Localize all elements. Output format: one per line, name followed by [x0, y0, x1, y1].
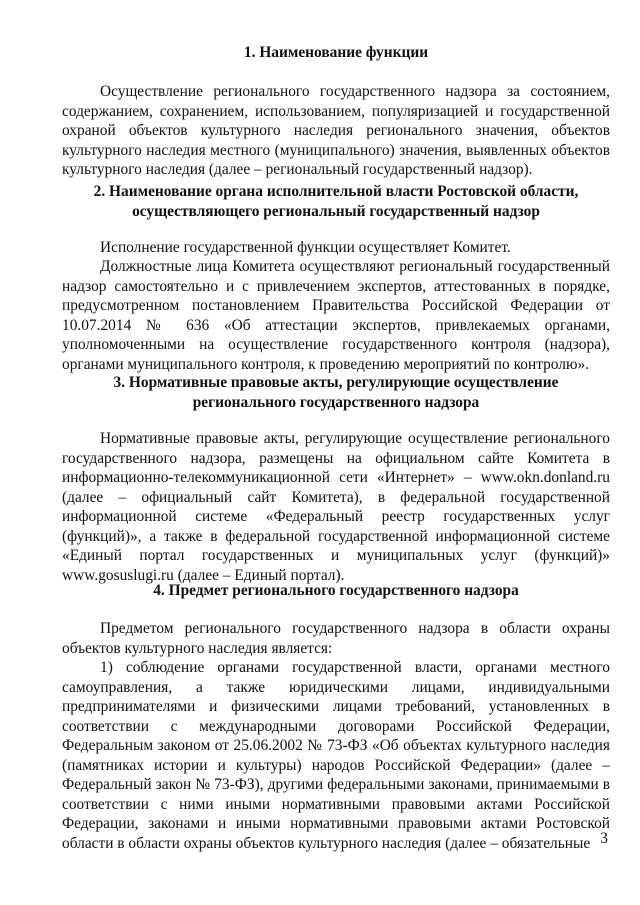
section-3-paragraph-1: Нормативные правовые акты, регулирующие осуществление регионального государственного надзора, размещены на официальном сайте Комитета в информационно-телекоммуникационной сети «Интернет» – www.okn.donland.ru (далее – официальный сайт Комитета), в федеральной государственной информационной системе «Федеральный реестр государственных услуг (функций)», а также в федеральной государственной информационной системе «Единый портал государственных и муниципальных услуг (функций)» www.gosuslugi.ru (далее – Единый портал).	[62, 430, 610, 584]
section-2-paragraph-2: Должностные лица Комитета осуществляют региональный государственный надзор самостоятельно и с привлечением экспертов, аттестованных в порядке, предусмотренном постановлением Правительства Российской Федерации от 10.07.2014 № 636 «Об аттестации экспертов, привлекаемых органами, уполномоченными на осуществление государственного контроля (надзора), органами муниципального контроля, к проведению мероприятий по контролю».	[62, 258, 610, 373]
section-1-heading: 1. Наименование функции	[243, 44, 429, 61]
section-2-paragraph-1: Исполнение государственной функции осуществляет Комитет.	[100, 239, 511, 256]
section-2-heading: 2. Наименование органа исполнительной власти Ростовской области, осуществляющего региональный государственный надзор	[93, 183, 579, 220]
section-3-heading: 3. Нормативные правовые акты, регулирующие осуществление регионального государственного надзора	[113, 374, 559, 411]
section-4-heading: 4. Предмет регионального государственного надзора	[153, 582, 519, 599]
section-4-paragraph-1: Предметом регионального государственного надзора в области охраны объектов культурного наследия является:	[62, 620, 610, 657]
section-4-paragraph-2: 1) соблюдение органами государственной власти, органами местного самоуправления, а также юридическими лицами, индивидуальными предпринимателями и физическими лицами требований, установленных в соответствии с международными договорами Российской Федерации, Федеральным законом от 25.06.2002 № 73-ФЗ «Об объектах культурного наследия (памятниках истории и культуры) народов Российской Федерации» (далее – Федеральный закон № 73-ФЗ), другими федеральными законами, принимаемыми в соответствии с ними иными нормативными правовыми актами Российской Федерации, законами и иными нормативными правовыми актами Ростовской области в области охраны объектов культурного наследия (далее – обязательные	[62, 659, 610, 852]
page-number: 3	[600, 830, 608, 847]
section-1-paragraph-1: Осуществление регионального государственного надзора за состоянием, содержанием, сохранением, использованием, популяризацией и государственной охраной объектов культурного наследия регионального значения, объектов культурного наследия местного (муниципального) значения, выявленных объектов культурного наследия (далее – региональный государственный надзор).	[62, 83, 610, 178]
